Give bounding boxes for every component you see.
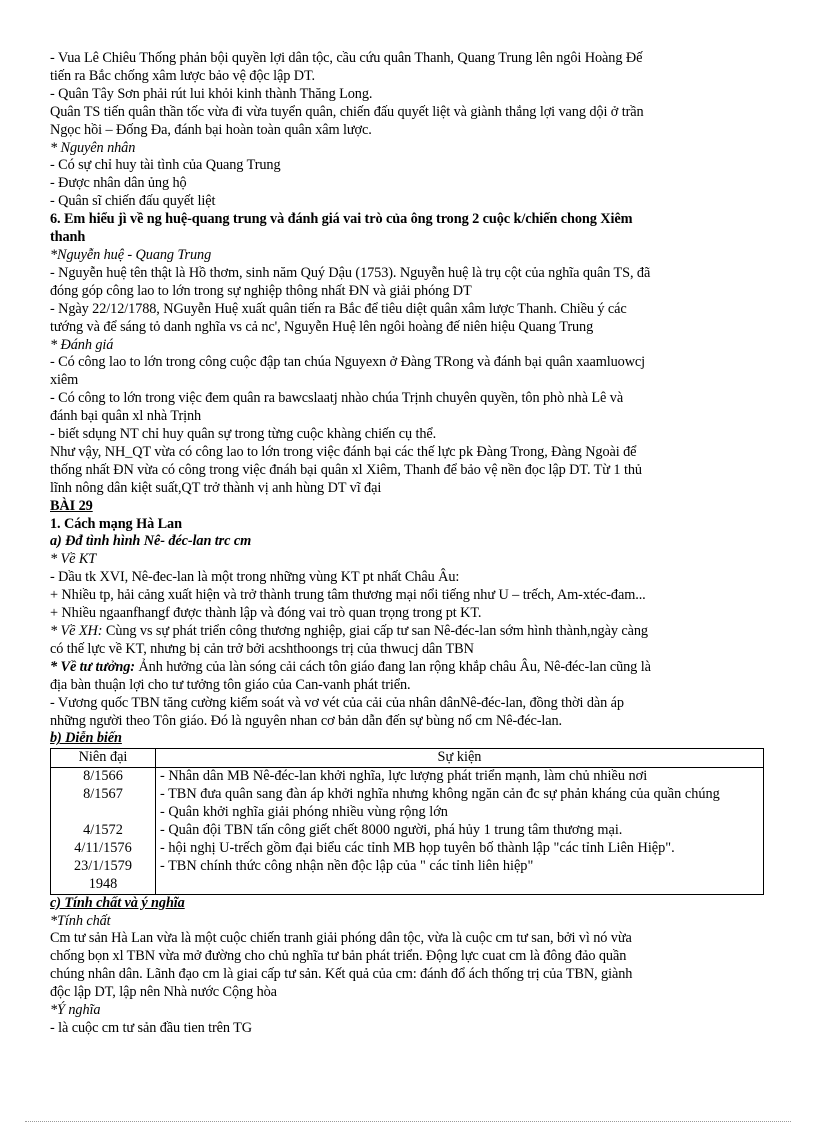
events-table <box>50 748 764 894</box>
text-line: đánh bại quân xl nhà Trịnh <box>50 408 202 425</box>
heading-evaluation: * Đánh giá <box>50 336 114 353</box>
event: - Quân đội TBN tấn công giết chết 8000 người, phá hủy 1 trung tâm thương mại. <box>160 821 623 838</box>
text-line: Cm tư sản Hà Lan vừa là một cuộc chiến tranh giải phóng dân tộc, vừa là cuộc cm tư san, bởi vì nó vừa <box>50 930 632 947</box>
heading-nguyen-hue: *Nguyễn huệ - Quang Trung <box>50 246 212 263</box>
year: 4/1572 <box>83 821 123 838</box>
text-line: địa bàn thuận lợi cho tư tưởng tôn giáo của Can-vanh phát triển. <box>50 676 411 693</box>
heading-nature: *Tính chất <box>50 912 111 929</box>
text-line: có thế lực về KT, nhưng bị cản trở bởi acshthoongs trị của thwucj dân TBN <box>50 640 474 657</box>
text-line: Như vậy, NH_QT vừa có công lao to lớn trong việc đánh bại các thế lực pk Đàng Trong, Đàng Ngoài để <box>50 443 637 460</box>
table-header-cell: Sự kiện <box>156 749 764 768</box>
text-line: + Nhiều tp, hải cảng xuất hiện và trở thành trung tâm thương mại nổi tiếng như U – trếch, Am-xtéc-đam... <box>50 587 646 604</box>
text-line: - Ngày 22/12/1788, NGuyễn Huệ xuất quân tiến ra Bắc để tiêu diệt quân xâm lược Thanh. Chiều ý các <box>50 300 627 317</box>
table-header-cell: Niên đại <box>51 749 156 768</box>
lesson-title: BÀI 29 <box>50 497 93 514</box>
subsection-title: a) Đđ tình hình Nê- đéc-lan trc cm <box>50 533 252 550</box>
text-line: những người theo Tôn giáo. Đó là nguyên nhan cơ bản dẫn đến sự bùng nổ cm Nê-đéc-lan. <box>50 712 563 729</box>
event: - Quân khởi nghĩa giải phóng nhiều vùng rộng lớn <box>160 804 448 821</box>
text-line: - Vương quốc TBN tăng cường kiểm soát và vơ vét của cải của nhân dânNê-đéc-lan, đồng thời dàn áp <box>50 694 624 711</box>
text-line <box>50 659 764 677</box>
subsection-title: b) Diễn biến <box>50 730 122 747</box>
year-cell <box>51 768 156 894</box>
event: - hội nghị U-trếch gồm đại biểu các tỉnh MB họp tuyên bố thành lập "các tỉnh Liên Hiệp". <box>160 839 675 856</box>
text-line: - Vua Lê Chiêu Thống phản bội quyền lợi dân tộc, cầu cứu quân Thanh, Quang Trung lên ngôi Hoàng Đế <box>50 50 643 66</box>
subsection-title: c) Tính chất và ý nghĩa <box>50 894 185 911</box>
text-line: tiến ra Bắc chống xâm lược bảo vệ độc lập DT. <box>50 67 316 84</box>
year: 23/1/1579 <box>74 857 132 874</box>
list-item: - Được nhân dân ủng hộ <box>50 175 187 192</box>
paragraph-context <box>50 50 764 140</box>
event: - TBN chính thức công nhận nền độc lập của " các tỉnh liên hiệp" <box>160 857 534 874</box>
inline-text: Cùng vs sự phát triển công thương nghiệp, giai cấp tư san Nê-đéc-lan sớm hình thành,ngày càng <box>102 623 648 639</box>
document-page <box>50 50 764 1038</box>
text-line: Quân TS tiến quân thần tốc vừa đi vừa tuyển quân, chiến đấu quyết liệt và giành thắng lợi vang dội ở trần <box>50 103 644 120</box>
heading-economy: * Về KT <box>50 551 97 568</box>
list-item: - Có sự chỉ huy tài tình của Quang Trung <box>50 157 281 174</box>
inline-label: * Về tư tưởng: <box>50 658 135 675</box>
lesson-29 <box>50 498 764 1038</box>
text-line: chúng nhân dân. Lãnh đạo cm là giai cấp tư sản. Kết quả của cm: đánh đổ ách thống trị của TBN, giành <box>50 966 633 983</box>
year: 1948 <box>88 875 118 892</box>
text-line: - Có công to lớn trong việc đem quân ra bawcslaatj nhào chúa Trịnh chuyên quyền, tôn phò nhà Lê và <box>50 390 624 407</box>
text-line: Ngọc hồi – Đống Đa, đánh bại hoàn toàn quân xâm lược. <box>50 121 372 138</box>
table-row <box>51 768 764 894</box>
text-line: tướng và để sáng tỏ danh nghĩa vs cả nc', Nguyễn Huệ lên ngôi hoàng đế niên hiệu Quang Trung <box>50 318 594 335</box>
text-line: độc lập DT, lập nên Nhà nước Cộng hòa <box>50 984 277 1001</box>
question-6 <box>50 211 764 498</box>
event: - Nhân dân MB Nê-đéc-lan khởi nghĩa, lực lượng phát triển mạnh, làm chủ nhiều nơi <box>160 768 648 785</box>
text-line: - biết sdụng NT chỉ huy quân sự trong từng cuộc khàng chiến cụ thể. <box>50 426 437 443</box>
text-line: xiêm <box>50 372 79 389</box>
text-line: - Quân Tây Sơn phải rút lui khỏi kinh thành Thăng Long. <box>50 85 373 102</box>
section-title: 1. Cách mạng Hà Lan <box>50 515 182 532</box>
heading-meaning: *Ý nghĩa <box>50 1002 101 1019</box>
year: 4/11/1576 <box>74 839 132 856</box>
text-line: - Nguyễn huệ tên thật là Hồ thơm, sinh năm Quý Dậu (1753). Nguyễn huệ là trụ cột của nghĩa quân TS, đã <box>50 264 651 281</box>
text-line: đóng góp công lao to lớn trong sự nghiệp thông nhất ĐN và giải phóng DT <box>50 282 472 299</box>
event: - TBN đưa quân sang đàn áp khởi nghĩa nhưng không ngăn cản đc sự phản kháng của quần chúng <box>160 786 720 803</box>
year: 8/1567 <box>83 786 123 803</box>
year: 8/1566 <box>83 768 123 785</box>
text-line: - Có công lao to lớn trong công cuộc đập tan chúa Nguyexn ở Đàng TRong và đánh bại quân xaamluowcj <box>50 354 646 371</box>
list-item: - Quân sĩ chiến đấu quyết liệt <box>50 193 216 210</box>
section-causes <box>50 140 764 212</box>
question-title: 6. Em hiểu jì về ng huệ-quang trung và đánh giá vai trò của ông trong 2 cuộc k/chiến chong Xiêm <box>50 211 633 228</box>
event-cell <box>156 768 764 894</box>
text-line: - Dầu tk XVI, Nê-đec-lan là một trong những vùng KT pt nhất Châu Âu: <box>50 569 460 586</box>
text-line: lĩnh nông dân kiệt suất,QT trở thành vị anh hùng DT vĩ đại <box>50 479 382 496</box>
question-title: thanh <box>50 229 86 246</box>
inline-text: Ảnh hưởng của làn sóng cải cách tôn giáo đang lan rộng khắp châu Âu, Nê-đéc-lan cũng là <box>134 658 651 675</box>
table-header-row <box>51 749 764 768</box>
heading-causes: * Nguyên nhân <box>50 139 136 156</box>
text-line <box>50 623 764 641</box>
text-line: + Nhiều ngaanfhangf được thành lập và đóng vai trò quan trọng trong pt KT. <box>50 605 482 622</box>
text-line: - là cuộc cm tư sản đầu tien trên TG <box>50 1019 252 1036</box>
text-line: thống nhất ĐN vừa có công trong việc đnáh bại quân xl Xiêm, Thanh để bảo vệ nền đọc lập DT. Từ 1 thủ <box>50 461 642 478</box>
inline-label: * Về XH: <box>50 623 103 639</box>
text-line: chống bọn xl TBN vừa mở đường cho chủ nghĩa tư bản phát triển. Động lực cuat cm là đông đảo quần <box>50 948 627 965</box>
page-bottom-divider <box>25 1121 791 1122</box>
